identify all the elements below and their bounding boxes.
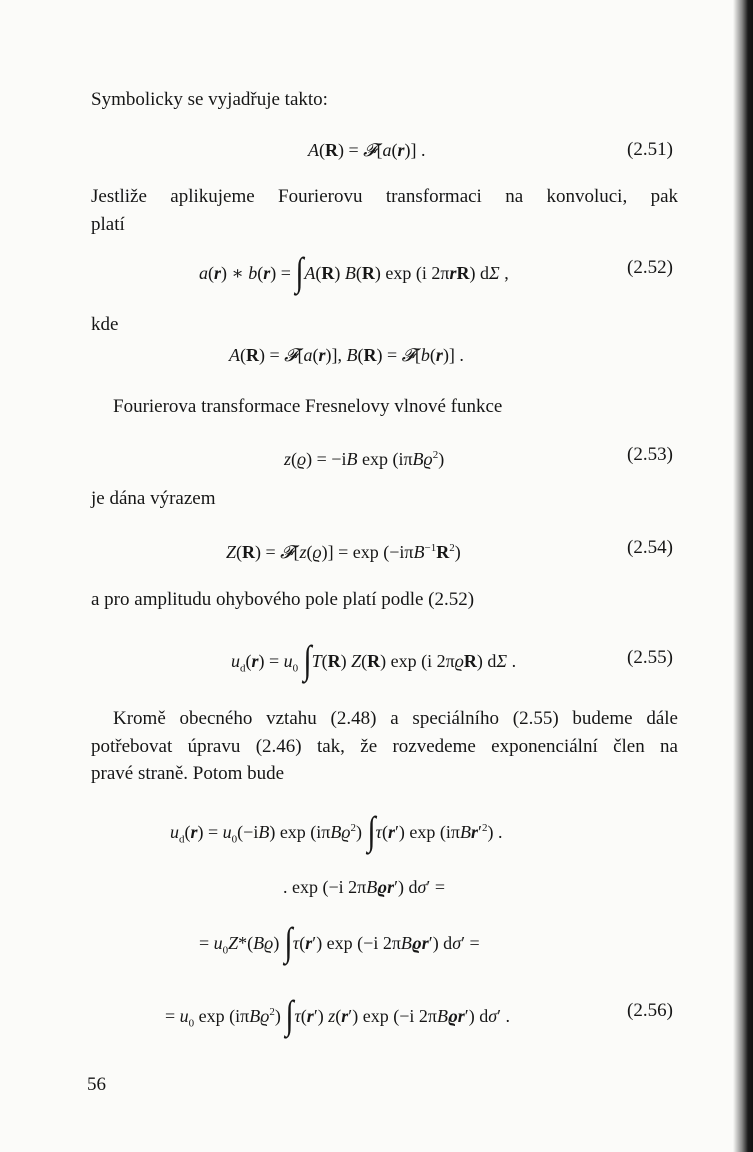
equation-number-2-53: (2.53) [627,444,673,465]
paragraph-kde: kde [91,314,119,335]
paragraph-convolution-line-2: platí [91,214,125,235]
paragraph-fresnel: Fourierova transformace Fresnelovy vlnové funkce [113,396,503,417]
equation-2-54: Z(R) = 𝓕[z(ϱ)] = $\exp (-i\pi B^{-1}R^2)$ [226,542,461,562]
integral-sign: ∫ [303,637,312,682]
integral-sign: ∫ [284,919,293,964]
equation-number-2-56: (2.56) [627,1000,673,1021]
paragraph-given-by: je dána výrazem [91,488,216,509]
equation-2-56-line-2: . exp (−i 2πBϱr′) dσ′ = [283,877,445,897]
paragraph-intro: Symbolicky se vyjadřuje takto: [91,89,328,110]
page-edge-shadow [733,0,753,1152]
equation-2-56-line-3: = $u_0Z*(Bϱ)$ ∫τ(r′) exp (−i 2πBϱr′) dσ′ = [199,919,480,964]
paragraph-convolution-line-1: Jestliže aplikujeme Fourierovu transformaci na konvoluci, pak [91,186,678,207]
integral-sign: ∫ [285,992,294,1037]
paragraph-besides-line-2: potřebovat úpravu (2.46) tak, že rozvedeme exponenciální člen na [91,736,678,757]
equation-2-51: A(R) = 𝓕[a(r)] . [308,140,426,160]
equation-2-55: $u_d(r) = u_0$ ∫T(R) Z(R) exp (i 2πϱR) dΣ . [231,637,517,682]
page-number: 56 [87,1074,106,1095]
equation-2-53: z(ϱ) = −iB exp (iπBϱ$^2$) [284,449,445,469]
integral-sign: ∫ [366,808,376,853]
paragraph-amplitude: a pro amplitudu ohybového pole platí podle (2.52) [91,589,475,610]
equation-definitions: A(R) = 𝓕[a(r)], B(R) = 𝓕[b(r)] . [229,345,464,365]
equation-number-2-52: (2.52) [627,257,673,278]
equation-2-56-line-1: $u_d(r) = u_0(-iB)$ exp (iπBϱ$^2$) ∫τ(r′) $\exp (i\pi Br'^2)$ . [170,808,503,853]
integral-sign: ∫ [295,249,305,294]
paragraph-besides-line-1: Kromě obecného vztahu (2.48) a speciálního (2.55) budeme dále [113,708,678,729]
equation-2-52: a(r) ∗ b(r) = ∫A(R) B(R) exp (i 2πrR) dΣ , [199,249,509,294]
paragraph-besides-line-3: pravé straně. Potom bude [91,763,285,784]
equation-number-2-55: (2.55) [627,647,673,668]
equation-2-56-line-4: = $u_0$ exp (iπBϱ$^2$) ∫τ(r′) z(r′) exp (−i 2πBϱr′) dσ′ . [165,992,511,1037]
equation-number-2-51: (2.51) [627,139,673,160]
equation-number-2-54: (2.54) [627,537,673,558]
